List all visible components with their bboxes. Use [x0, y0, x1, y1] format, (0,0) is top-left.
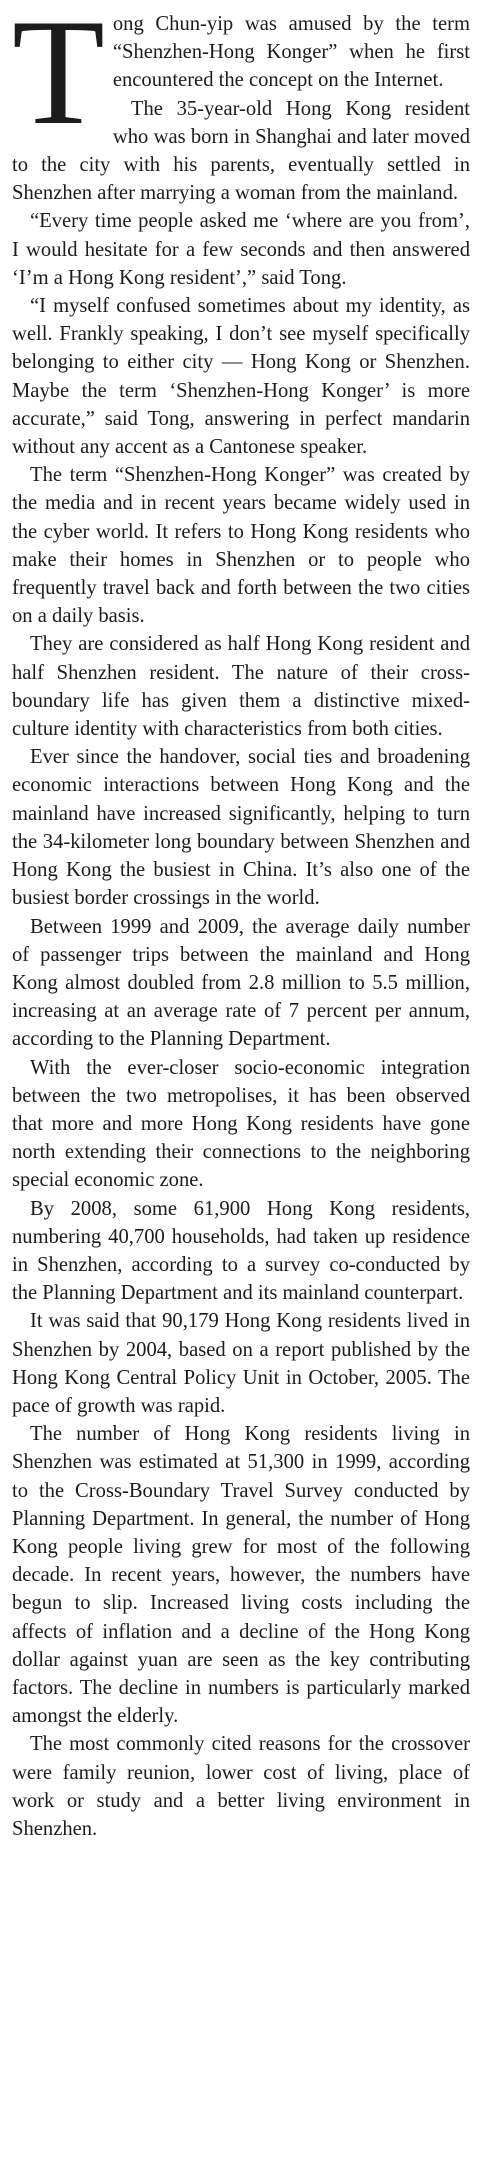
article-paragraph-4: “I myself confused sometimes about my identity, as well. Frankly speaking, I don’t see myself specifically belonging to either city — Hong Kong or Shenzhen. Maybe the term ‘Shenzhen-Hong Konger’ is more accurate,” said Tong, answering in perfect mandarin without any accent as a Cantonese speaker.: [12, 295, 470, 459]
article-paragraph-5: The term “Shenzhen-Hong Konger” was created by the media and in recent years became widely used in the cyber world. It refers to Hong Kong residents who make their homes in Shenzhen or to people who frequently travel back and forth between the two cities on a daily basis.: [12, 464, 470, 628]
article-paragraph-6: They are considered as half Hong Kong resident and half Shenzhen resident. The nature of their cross-boundary life has given them a distinctive mixed-culture identity with characteristics from both cities.: [12, 633, 470, 741]
article-paragraph-11: It was said that 90,179 Hong Kong residents lived in Shenzhen by 2004, based on a report published by the Hong Kong Central Policy Unit in October, 2005. The pace of growth was rapid.: [12, 1310, 470, 1417]
lead-text: ong Chun-yip was amused by the term “Shenzhen-Hong Konger” when he first encountered the concept on the Internet.: [112, 13, 470, 92]
article-paragraph-2: The 35-year-old Hong Kong resident who was born in Shanghai and later moved to the city with his parents, eventually settled in Shenzhen after marrying a woman from the mainland.: [12, 97, 470, 205]
article-paragraph-9: With the ever-closer socio-economic integration between the two metropolises, it has been observed that more and more Hong Kong residents have gone north extending their connections to the neighboring special economic zone.: [12, 1056, 470, 1192]
article-paragraph-3: “Every time people asked me ‘where are you from’, I would hesitate for a few seconds and then answered ‘I’m a Hong Kong resident’,” said Tong.: [12, 210, 470, 289]
article-paragraph-12: The number of Hong Kong residents living in Shenzhen was estimated at 51,300 in 1999, according to the Cross-Boundary Travel Survey conducted by Planning Department. In general, the number of Hong Kong people living grew for most of the following decade. In recent years, however, the numbers have begun to slip. Increased living costs including the affects of inflation and a decline of the Hong Kong dollar against yuan are seen as the key contributing factors. The decline in numbers is particularly marked amongst the elderly.: [12, 1423, 470, 1728]
article-paragraph-8: Between 1999 and 2009, the average daily number of passenger trips between the mainland and Hong Kong almost doubled from 2.8 million to 5.5 million, increasing at an average rate of 7 percent per annum, according to the Planning Department.: [12, 915, 470, 1051]
article-paragraph-10: By 2008, some 61,900 Hong Kong residents, numbering 40,700 households, had taken up residence in Shenzhen, according to a survey co-conducted by the Planning Department and its mainland counterpart.: [12, 1197, 470, 1305]
article-paragraph-13: The most commonly cited reasons for the crossover were family reunion, lower cost of living, place of work or study and a better living environment in Shenzhen.: [12, 1733, 470, 1840]
article-paragraph-7: Ever since the handover, social ties and broadening economic interactions between Hong Kong and the mainland have increased significantly, helping to turn the 34-kilometer long boundary between Shenzhen and Hong Kong the busiest in China. It’s also one of the busiest border crossings in the world.: [12, 746, 470, 910]
drop-cap: T: [12, 0, 105, 156]
